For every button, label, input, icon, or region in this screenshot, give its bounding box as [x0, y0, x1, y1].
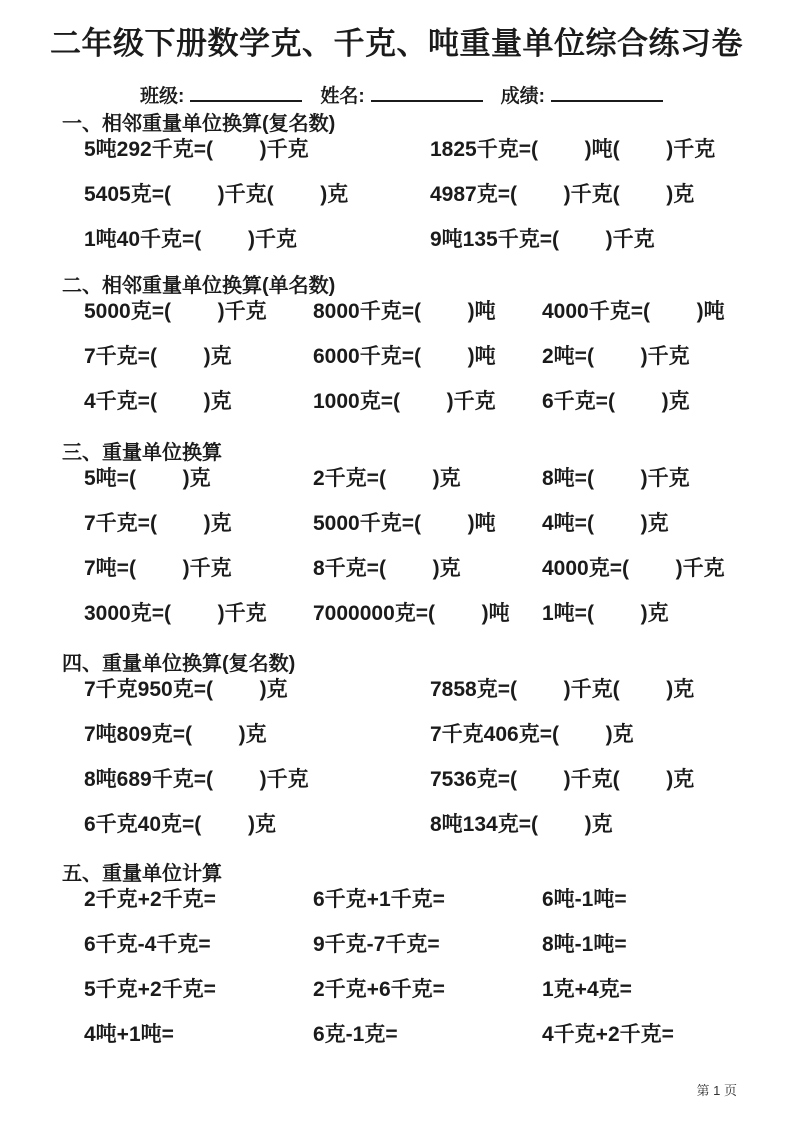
exercise-item: 8千克=( )克	[313, 557, 461, 580]
student-info-row	[140, 84, 663, 109]
class-blank-line	[190, 84, 302, 102]
exercise-item: 6000千克=( )吨	[313, 345, 496, 368]
exercise-item: 5吨292千克=( )千克	[84, 138, 309, 161]
exercise-item: 1克+4克=	[542, 978, 632, 1001]
section-5-items	[84, 886, 793, 1066]
name-blank-line	[371, 84, 483, 102]
exercise-item: 8吨689千克=( )千克	[84, 768, 309, 791]
exercise-item: 7千克=( )克	[84, 512, 232, 535]
exercise-item: 6千克40克=( )克	[84, 813, 276, 836]
section-4-items	[84, 676, 793, 856]
exercise-item: 2千克=( )克	[313, 467, 461, 490]
section-5	[0, 862, 793, 1066]
name-label: 姓名:	[320, 86, 365, 107]
exercise-item: 6吨-1吨=	[542, 888, 627, 911]
exercise-item: 7千克=( )克	[84, 345, 232, 368]
section-5-heading: 五、重量单位计算	[62, 863, 222, 885]
exercise-item: 9吨135千克=( )千克	[430, 228, 655, 251]
exercise-item: 4千克+2千克=	[542, 1023, 674, 1046]
exercise-item: 6千克+1千克=	[313, 888, 445, 911]
section-2-items	[84, 298, 793, 433]
section-3-heading: 三、重量单位换算	[62, 442, 222, 464]
exercise-item: 2千克+6千克=	[313, 978, 445, 1001]
section-1-heading: 一、相邻重量单位换算(复名数)	[62, 113, 336, 135]
exercise-item: 1吨=( )克	[542, 602, 669, 625]
exercise-item: 4000克=( )千克	[542, 557, 725, 580]
exercise-item: 4000千克=( )吨	[542, 300, 725, 323]
exercise-item: 6千克-4千克=	[84, 933, 211, 956]
score-blank-line	[551, 84, 663, 102]
exercise-item: 7吨809克=( )克	[84, 723, 267, 746]
exercise-item: 3000克=( )千克	[84, 602, 267, 625]
section-4	[0, 652, 793, 856]
page-number: 第 1 页	[696, 1083, 737, 1098]
exercise-item: 7千克950克=( )克	[84, 678, 288, 701]
section-4-heading: 四、重量单位换算(复名数)	[62, 653, 296, 675]
exercise-item: 8吨134克=( )克	[430, 813, 613, 836]
exercise-item: 7千克406克=( )克	[430, 723, 634, 746]
exercise-item: 8000千克=( )吨	[313, 300, 496, 323]
page-title: 二年级下册数学克、千克、吨重量单位综合练习卷	[50, 26, 743, 61]
score-label: 成绩:	[500, 86, 545, 107]
exercise-item: 2吨=( )千克	[542, 345, 690, 368]
section-3	[0, 441, 793, 645]
section-2	[0, 274, 793, 433]
exercise-item: 6千克=( )克	[542, 390, 690, 413]
exercise-item: 1825千克=( )吨( )千克	[430, 138, 716, 161]
exercise-item: 9千克-7千克=	[313, 933, 440, 956]
exercise-item: 4千克=( )克	[84, 390, 232, 413]
exercise-item: 5000克=( )千克	[84, 300, 267, 323]
exercise-item: 7000000克=( )吨	[313, 602, 510, 625]
exercise-item: 8吨=( )千克	[542, 467, 690, 490]
section-2-heading: 二、相邻重量单位换算(单名数)	[62, 275, 336, 297]
section-3-items	[84, 465, 793, 645]
exercise-item: 7858克=( )千克( )克	[430, 678, 695, 701]
section-1	[0, 112, 793, 271]
exercise-item: 5405克=( )千克( )克	[84, 183, 349, 206]
section-1-items	[84, 136, 793, 271]
exercise-item: 2千克+2千克=	[84, 888, 216, 911]
exercise-item: 4吨=( )克	[542, 512, 669, 535]
exercise-item: 5000千克=( )吨	[313, 512, 496, 535]
exercise-item: 7吨=( )千克	[84, 557, 232, 580]
exercise-item: 4吨+1吨=	[84, 1023, 174, 1046]
class-label: 班级:	[140, 86, 185, 107]
exercise-item: 6克-1克=	[313, 1023, 398, 1046]
exercise-item: 8吨-1吨=	[542, 933, 627, 956]
exercise-item: 1吨40千克=( )千克	[84, 228, 297, 251]
exercise-item: 4987克=( )千克( )克	[430, 183, 695, 206]
exercise-item: 5千克+2千克=	[84, 978, 216, 1001]
exercise-item: 1000克=( )千克	[313, 390, 496, 413]
exercise-item: 7536克=( )千克( )克	[430, 768, 695, 791]
exercise-item: 5吨=( )克	[84, 467, 211, 490]
